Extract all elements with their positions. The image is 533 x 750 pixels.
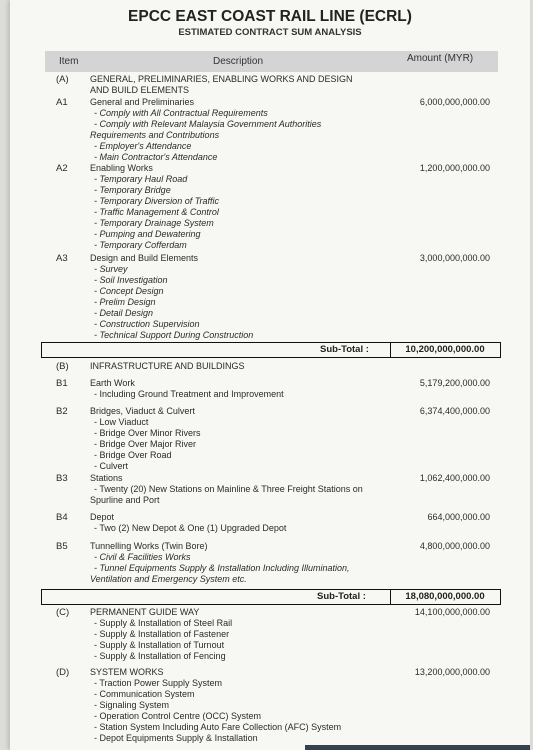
section-c-line: - Supply & Installation of Fastener bbox=[94, 629, 230, 639]
item-a1-line: - Main Contractor's Attendance bbox=[94, 152, 218, 162]
item-a3-amount: 3,000,000,000.00 bbox=[419, 253, 490, 263]
section-a-title-1: GENERAL, PRELIMINARIES, ENABLING WORKS AND DESIGN bbox=[90, 74, 353, 84]
item-a3-line: - Detail Design bbox=[94, 308, 154, 318]
item-b2-line: - Bridge Over Road bbox=[94, 450, 172, 460]
item-b3-line: - Twenty (20) New Stations on Mainline & Three Freight Stations on bbox=[94, 484, 363, 494]
section-d-line: - Traction Power Supply System bbox=[94, 678, 223, 688]
item-a3-line: - Survey bbox=[94, 264, 128, 274]
item-a2-line: - Temporary Haul Road bbox=[94, 174, 188, 184]
section-d-line: - Station System Including Auto Fare Collection (AFC) System bbox=[94, 722, 342, 732]
section-c-line: - Supply & Installation of Fencing bbox=[94, 651, 226, 661]
item-b5-line: - Civil & Facilities Works bbox=[94, 552, 191, 562]
item-b5-amount: 4,800,000,000.00 bbox=[419, 541, 490, 551]
item-b1-line: - Including Ground Treatment and Improvement bbox=[94, 389, 284, 399]
document-title: EPCC EAST COAST RAIL LINE (ECRL) bbox=[128, 8, 412, 25]
document-page bbox=[10, 0, 530, 750]
subtotal-b-box bbox=[41, 589, 501, 605]
item-a1-amount: 6,000,000,000.00 bbox=[419, 97, 490, 107]
item-code-a2: A2 bbox=[56, 163, 68, 174]
subtotal-b-label: Sub-Total : bbox=[317, 591, 366, 602]
item-a3-title: Design and Build Elements bbox=[90, 253, 199, 263]
item-b3-line: Spurline and Port bbox=[90, 495, 160, 505]
item-b2-line: - Low Viaduct bbox=[94, 417, 149, 427]
item-a3-line: - Soil Investigation bbox=[94, 275, 168, 285]
item-b2-line: - Culvert bbox=[94, 461, 129, 471]
section-c-amount: 14,100,000,000.00 bbox=[414, 607, 490, 617]
item-a3-line: - Prelim Design bbox=[94, 297, 156, 307]
item-code-d: (D) bbox=[56, 667, 70, 678]
item-code-b4: B4 bbox=[56, 512, 68, 523]
document-subtitle: ESTIMATED CONTRACT SUM ANALYSIS bbox=[178, 27, 362, 38]
item-code-b: (B) bbox=[56, 361, 69, 372]
section-d-title: SYSTEM WORKS bbox=[90, 667, 164, 677]
item-a1-line: - Comply with All Contractual Requirements bbox=[94, 108, 268, 118]
item-a2-line: - Temporary Bridge bbox=[94, 185, 171, 195]
item-b1-amount: 5,179,200,000.00 bbox=[419, 378, 490, 388]
item-b5-title: Tunnelling Works (Twin Bore) bbox=[90, 541, 208, 551]
section-d-line: - Signaling System bbox=[94, 700, 170, 710]
header-description: Description bbox=[213, 56, 264, 67]
item-b1-title: Earth Work bbox=[90, 378, 135, 388]
item-a3-line: - Concept Design bbox=[94, 286, 164, 296]
subtotal-a-label: Sub-Total : bbox=[320, 344, 369, 355]
item-a3-line: - Construction Supervision bbox=[94, 319, 200, 329]
subtotal-a-box bbox=[41, 342, 501, 358]
section-c-title: PERMANENT GUIDE WAY bbox=[90, 607, 200, 617]
section-a-title-2: AND BUILD ELEMENTS bbox=[90, 85, 190, 95]
item-code-c: (C) bbox=[56, 607, 70, 618]
item-code-b1: B1 bbox=[56, 378, 68, 389]
item-code-b2: B2 bbox=[56, 406, 68, 417]
header-amount: Amount (MYR) bbox=[407, 53, 474, 64]
section-d-line: - Depot Equipments Supply & Installation bbox=[94, 733, 258, 743]
section-d-amount: 13,200,000,000.00 bbox=[414, 667, 490, 677]
item-a1-title: General and Preliminaries bbox=[90, 97, 195, 107]
item-code-a3: A3 bbox=[56, 253, 68, 264]
bottom-banner-strip bbox=[305, 745, 530, 750]
item-a1-line: Requirements and Contributions bbox=[90, 130, 220, 140]
section-c-line: - Supply & Installation of Steel Rail bbox=[94, 618, 233, 628]
item-b4-line: - Two (2) New Depot & One (1) Upgraded Depot bbox=[94, 523, 287, 533]
table-header bbox=[45, 51, 498, 72]
item-b5-line: - Tunnel Equipments Supply & Installation Including Illumination, bbox=[94, 563, 350, 573]
item-b2-line: - Bridge Over Major River bbox=[94, 439, 197, 449]
item-a2-title: Enabling Works bbox=[90, 163, 153, 173]
item-a2-line: - Traffic Management & Control bbox=[94, 207, 219, 217]
subtotal-b-value: 18,080,000,000.00 bbox=[390, 590, 499, 604]
item-b3-amount: 1,062,400,000.00 bbox=[419, 473, 490, 483]
item-a2-amount: 1,200,000,000.00 bbox=[419, 163, 490, 173]
item-b5-line: Ventilation and Emergency System etc. bbox=[90, 574, 247, 584]
item-a2-line: - Temporary Drainage System bbox=[94, 218, 214, 228]
item-a1-line: - Comply with Relevant Malaysia Government Authorities bbox=[94, 119, 322, 129]
section-d-line: - Communication System bbox=[94, 689, 195, 699]
item-b2-title: Bridges, Viaduct & Culvert bbox=[90, 406, 195, 416]
item-b2-amount: 6,374,400,000.00 bbox=[419, 406, 490, 416]
item-a3-line: - Technical Support During Construction bbox=[94, 330, 254, 340]
item-code-a: (A) bbox=[56, 74, 69, 85]
section-d-line: - Operation Control Centre (OCC) System bbox=[94, 711, 262, 721]
item-code-a1: A1 bbox=[56, 97, 68, 108]
item-a1-line: - Employer's Attendance bbox=[94, 141, 192, 151]
item-b4-title: Depot bbox=[90, 512, 115, 522]
item-a2-line: - Temporary Cofferdam bbox=[94, 240, 187, 250]
item-b2-line: - Bridge Over Minor Rivers bbox=[94, 428, 201, 438]
item-a2-line: - Pumping and Dewatering bbox=[94, 229, 201, 239]
item-b4-amount: 664,000,000.00 bbox=[427, 512, 490, 522]
item-a2-line: - Temporary Diversion of Traffic bbox=[94, 196, 220, 206]
item-b3-title: Stations bbox=[90, 473, 123, 483]
item-code-b3: B3 bbox=[56, 473, 68, 484]
header-item: Item bbox=[59, 56, 79, 67]
section-b-title: INFRASTRUCTURE AND BUILDINGS bbox=[90, 361, 245, 371]
section-c-line: - Supply & Installation of Turnout bbox=[94, 640, 225, 650]
item-code-b5: B5 bbox=[56, 541, 68, 552]
subtotal-a-value: 10,200,000,000.00 bbox=[390, 343, 499, 357]
